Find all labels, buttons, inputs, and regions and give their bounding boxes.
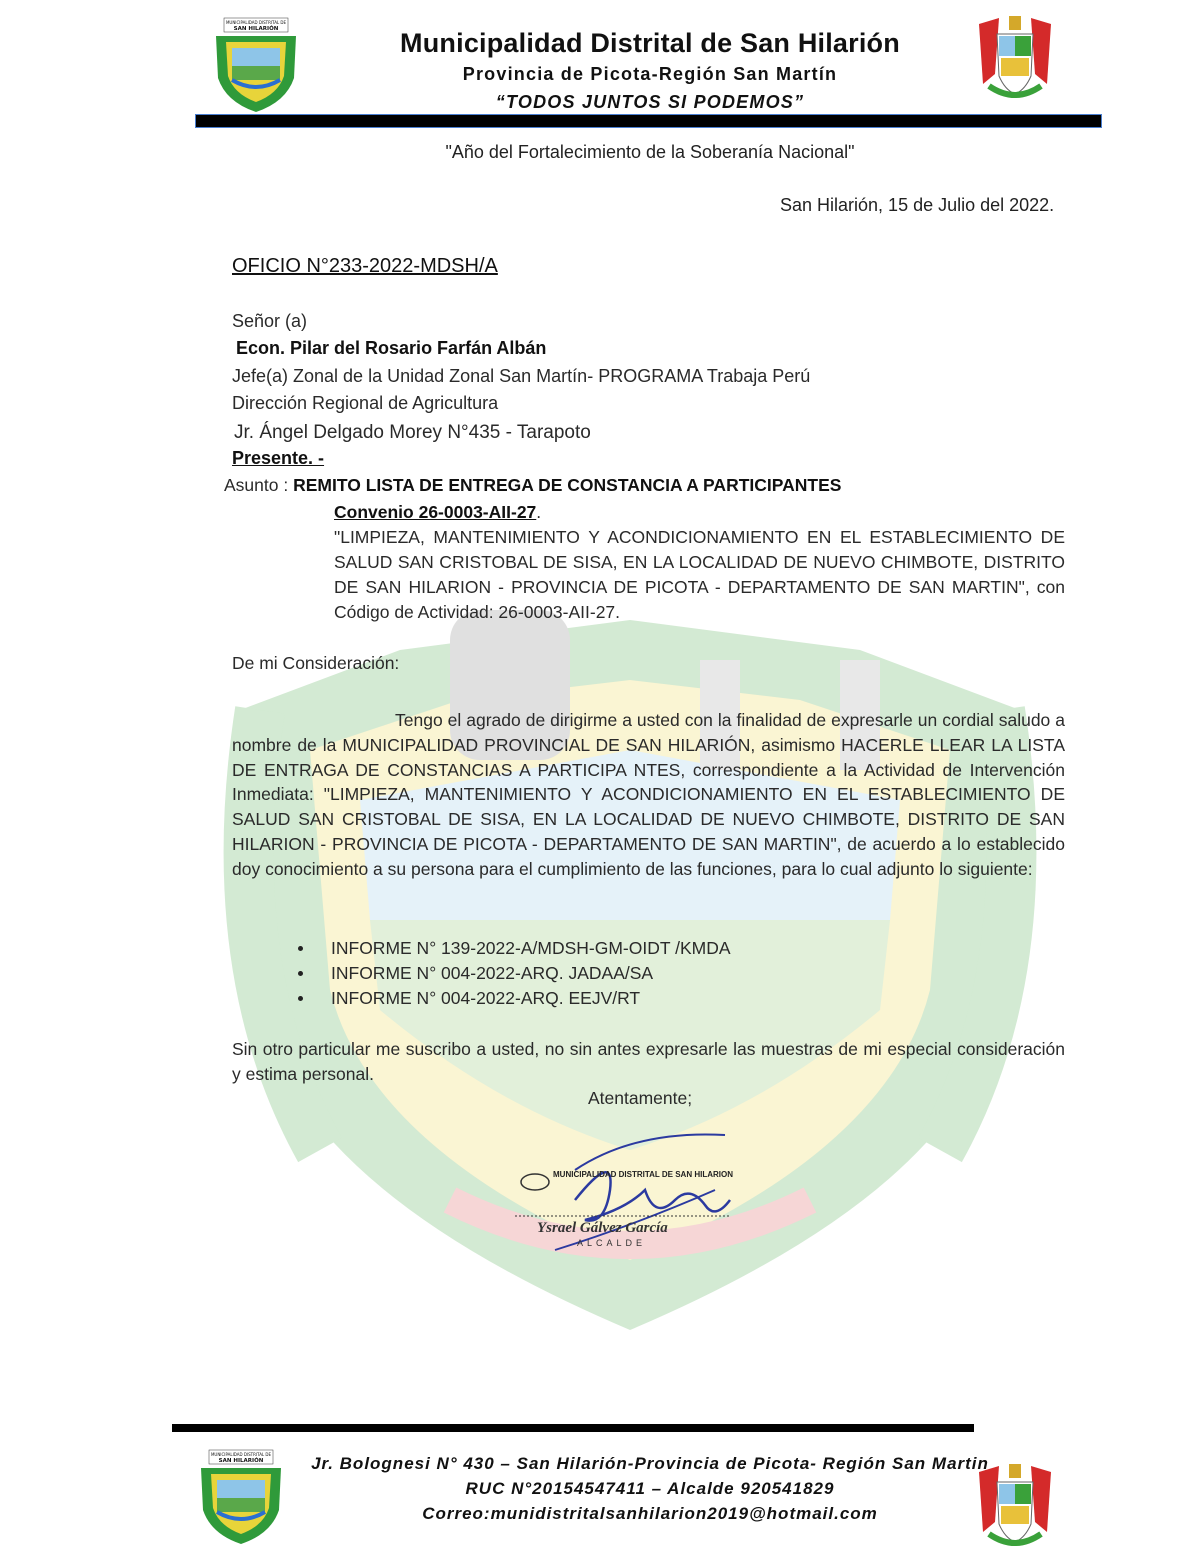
signature-block	[515, 1130, 745, 1260]
attachment-text: INFORME N° 004-2022-ARQ. EEJV/RT	[331, 987, 641, 1008]
attachments-list	[298, 936, 731, 1010]
year-title: "Año del Fortalecimiento de la Soberanía Nacional"	[445, 142, 855, 162]
header-divider	[195, 114, 1102, 128]
logo-text-top: MUNICIPALIDAD DISTRITAL DE	[225, 20, 287, 25]
header-subtitle: Provincia de Picota-Región San Martín	[462, 64, 838, 84]
list-item	[298, 961, 731, 986]
signer-title: ALCALDE	[577, 1238, 647, 1248]
closing-paragraph: Sin otro particular me suscribo a usted, no sin antes expresarle las muestras de mi especial consideración y estima personal.	[232, 1039, 1065, 1084]
footer-address: Jr. Bolognesi N° 430 – San Hilarión-Provincia de Picota- Región San Martin	[311, 1454, 989, 1473]
attachment-text: INFORME N° 139-2022-A/MDSH-GM-OIDT /KMDA	[331, 938, 731, 958]
footer-logo-text-name: SAN HILARIÓN	[218, 1458, 264, 1464]
bullet-icon	[298, 946, 303, 951]
convenio-block	[334, 502, 1065, 625]
footer-email[interactable]: Correo:munidistritalsanhilarion2019@hotmail.com	[422, 1504, 878, 1523]
recipient-name: Econ. Pilar del Rosario Farfán Albán	[236, 338, 547, 358]
recipient-salutation: Señor (a)	[232, 311, 308, 331]
recipient-role: Jefe(a) Zonal de la Unidad Zonal San Martín- PROGRAMA Trabaja Perú	[232, 366, 811, 386]
header-motto: “TODOS JUNTOS SI PODEMOS”	[495, 92, 805, 112]
body-text: Tengo el agrado de dirigirme a usted con la finalidad de expresarle un cordial saludo a nombre de la MUNICIPALIDAD PROVINCIAL DE SAN HILARIÓN, asimismo HACERLE LLEAR LA LISTA DE ENTRAGA DE CONSTANCIAS A PARTICIPA NTES, correspondiente a la Actividad de Intervención Inmediata: "LIMPIEZA, MANTENIMIENTO Y ACONDICIONAMIENTO EN EL ESTABLECIMIENTO DE SALUD SAN CRISTOBAL DE SISA, EN LA LOCALIDAD DE NUEVO CHIMBOTE, DISTRITO DE SAN HILARION - PROVINCIA DE PICOTA - DEPARTAMENTO DE SAN MARTIN", de acuerdo a lo establecido doy conocimiento a su persona para el cumplimiento de las funciones, para lo cual adjunto lo siguiente:	[232, 710, 1065, 879]
oficio-number: OFICIO N°233-2022-MDSH/A	[232, 255, 498, 277]
signer-name: Ysrael Gálvez García	[537, 1220, 668, 1236]
convenio-number: Convenio 26-0003-AII-27	[334, 502, 537, 522]
asunto-detail: "LIMPIEZA, MANTENIMIENTO Y ACONDICIONAMIENTO EN EL ESTABLECIMIENTO DE SALUD SAN CRISTOBAL DE SISA, EN LA LOCALIDAD DE NUEVO CHIMBOTE, DISTRITO DE SAN HILARION - PROVINCIA DE PICOTA - DEPARTAMENTO DE SAN MARTIN", con Código de Actividad: 26-0003-AII-27.	[334, 527, 1065, 622]
bullet-icon	[298, 971, 303, 976]
footer-logo-text-top: MUNICIPALIDAD DISTRITAL DE	[210, 1452, 272, 1457]
asunto-label: Asunto :	[224, 475, 289, 495]
asunto-text: REMITO LISTA DE ENTREGA DE CONSTANCIA A PARTICIPANTES	[293, 475, 842, 495]
logo-text-name: SAN HILARIÓN	[233, 26, 279, 32]
header-title: Municipalidad Distrital de San Hilarión	[400, 28, 900, 58]
date-line: San Hilarión, 15 de Julio del 2022.	[780, 195, 1055, 215]
footer-ruc: RUC N°20154547411 – Alcalde 920541829	[465, 1479, 835, 1498]
footer-divider	[172, 1424, 974, 1432]
attachment-text: INFORME N° 004-2022-ARQ. JADAA/SA	[331, 962, 654, 983]
convenio-suffix: .	[536, 502, 542, 522]
asunto-line	[224, 475, 841, 496]
recipient-office: Dirección Regional de Agricultura	[232, 393, 499, 413]
presente-label: Presente. -	[232, 448, 325, 468]
greeting: De mi Consideración:	[232, 653, 400, 673]
body-paragraph	[232, 708, 1065, 882]
list-item	[298, 986, 731, 1011]
list-item	[298, 936, 731, 961]
bullet-icon	[298, 996, 303, 1001]
sign-off: Atentamente;	[588, 1088, 693, 1108]
recipient-address: Jr. Ángel Delgado Morey N°435 - Tarapoto	[234, 422, 591, 443]
stamp-text: MUNICIPALIDAD DISTRITAL DE SAN HILARION	[553, 1170, 733, 1179]
